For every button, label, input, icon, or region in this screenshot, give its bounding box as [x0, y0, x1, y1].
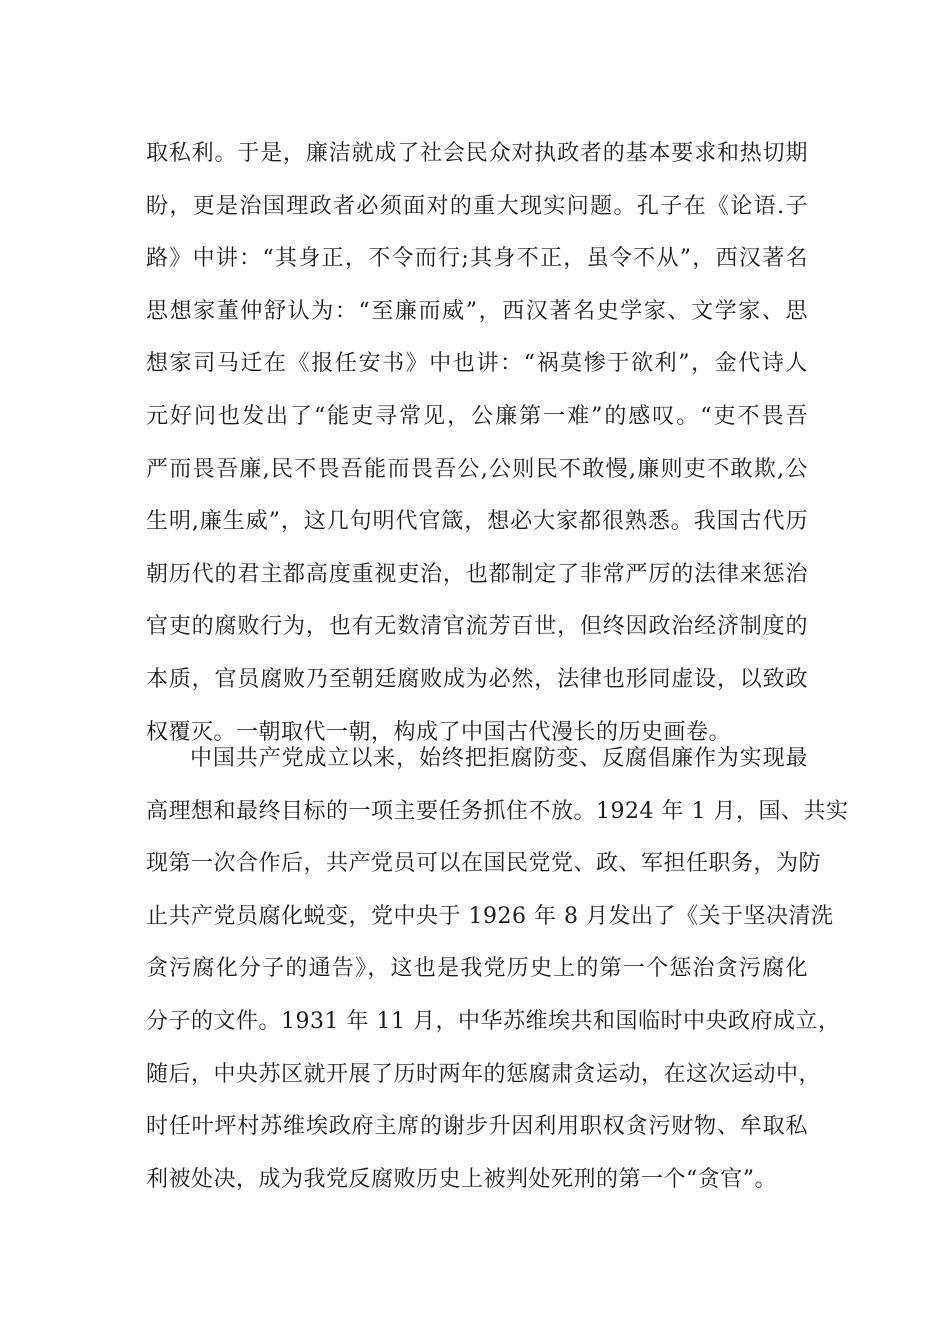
paragraph-line: 贪污腐化分子的通告》，这也是我党历史上的第一个惩治贪污腐化 — [146, 956, 808, 982]
paragraph-line: 时任叶坪村苏维埃政府主席的谢步升因利用职权贪污财物、牟取私 — [146, 1114, 808, 1140]
paragraph-line: 本质，官员腐败乃至朝廷腐败成为必然，法律也形同虚设，以致政 — [146, 666, 808, 692]
paragraph-line: 思想家董仲舒认为：“至廉而威”，西汉著名史学家、文学家、思 — [146, 298, 808, 324]
paragraph-line: 利被处决，成为我党反腐败历史上被判处死刑的第一个“贪官”。 — [146, 1166, 777, 1192]
paragraph-line: 权覆灭。一朝取代一朝，构成了中国古代漫长的历史画卷。 — [146, 719, 732, 745]
paragraph-2 — [146, 733, 849, 1206]
paragraph-1 — [146, 128, 808, 759]
paragraph-line: 随后，中央苏区就开展了历时两年的惩腐肃贪运动，在这次运动中， — [146, 1061, 822, 1087]
paragraph-line: 元好问也发出了“能吏寻常见，公廉第一难”的感叹。“吏不畏吾 — [146, 403, 808, 429]
paragraph-line: 严而畏吾廉,民不畏吾能而畏吾公,公则民不敢慢,廉则吏不敢欺,公 — [146, 456, 808, 482]
paragraph-line: 现第一次合作后，共产党员可以在国民党党、政、军担任职务，为防 — [146, 851, 822, 877]
paragraph-line: 路》中讲：“其身正，不令而行;其身不正，虽令不从”，西汉著名 — [146, 246, 808, 272]
paragraph-line: 官吏的腐败行为，也有无数清官流芳百世，但终因政治经济制度的 — [146, 614, 808, 640]
paragraph-line: 高理想和最终目标的一项主要任务抓住不放。1924 年 1 月，国、共实 — [146, 798, 849, 824]
paragraph-line: 取私利。于是，廉洁就成了社会民众对执政者的基本要求和热切期 — [146, 141, 808, 166]
paragraph-line: 盼，更是治国理政者必须面对的重大现实问题。孔子在《论语.子 — [146, 193, 808, 219]
paragraph-line: 中国共产党成立以来，始终把拒腐防变、反腐倡廉作为实现最 — [190, 746, 808, 771]
paragraph-line: 止共产党员腐化蜕变，党中央于 1926 年 8 月发出了《关于坚决清洗 — [146, 903, 834, 929]
paragraph-line: 生明,廉生威”，这几句明代官箴，想必大家都很熟悉。我国古代历 — [146, 509, 808, 535]
paragraph-line: 分子的文件。1931 年 11 月，中华苏维埃共和国临时中央政府成立， — [146, 1008, 841, 1034]
paragraph-line: 想家司马迁在《报任安书》中也讲：“祸莫惨于欲利”，金代诗人 — [146, 351, 808, 377]
paragraph-line: 朝历代的君主都高度重视吏治，也都制定了非常严厉的法律来惩治 — [146, 561, 808, 587]
